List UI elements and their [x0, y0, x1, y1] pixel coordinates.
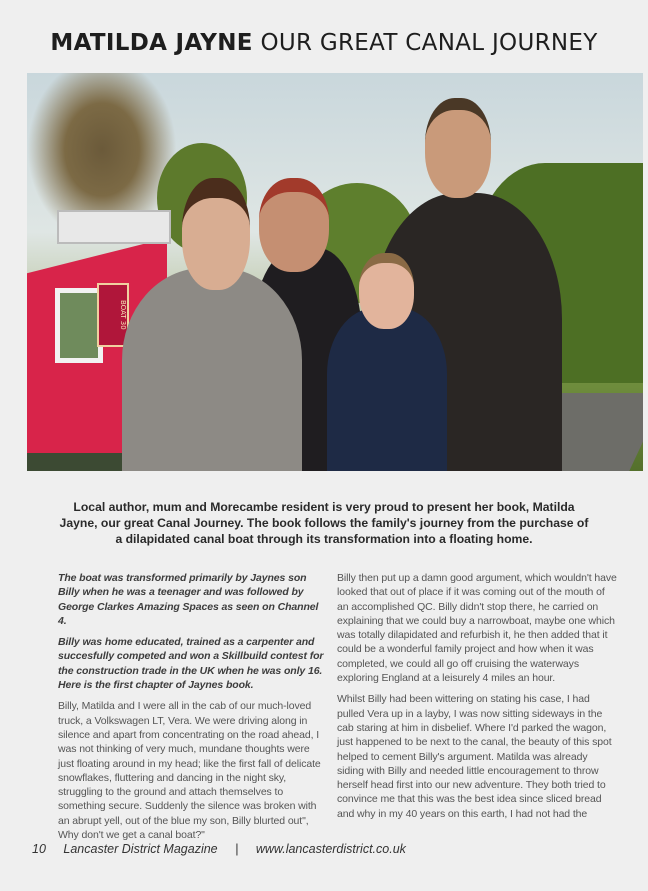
- woman-head: [259, 178, 329, 272]
- girl-head: [359, 253, 414, 329]
- website-link[interactable]: www.lancasterdistrict.co.uk: [255, 842, 406, 856]
- page-number: 10: [32, 842, 46, 856]
- person-boy: [122, 268, 302, 471]
- article-paragraph: Whilst Billy had been wittering on stating his case, I had pulled Vera up in a layby, I was now sitting sideways in the cab staring at him in disbelief. Where I'd parked the wagon, just happened to be next to the canal, the beauty of this spot helped to cement Billy's argument. Matilda was already siding with Billy and needed little encouragement to throw herself head first into our new adventure. They both tried to convince me that this was the best idea since sliced bread and why in my 40 years on this earth, I had not had the: [337, 693, 612, 820]
- article-column-left: [58, 571, 326, 849]
- man-head: [425, 98, 491, 198]
- person-girl: [327, 308, 447, 471]
- family-photo: [27, 73, 643, 471]
- title-name: MATILDA JAYNE: [50, 30, 253, 56]
- boat-sign: BOAT 30: [97, 283, 129, 347]
- article-paragraph: Billy, Matilda and I were all in the cab of our much-loved truck, a Volkswagen LT, Vera. We were driving along in silence and apart from concentrating on the road ahead, I was not thinking of very much, mundane thoughts were just floating around in my head; like the first fall of delicate snowflakes, fluttering and dancing in the night sky, struggling to the ground and attach themselves to something secure. Suddenly the silence was broken with an abrupt yell, out of the blue my son, Billy blurted out", Why don't we get a canal boat?": [58, 700, 321, 842]
- article-paragraph: Billy was home educated, trained as a carpenter and succesfully competed and won a Skillbuild contest for the construction trade in the UK when he was only 16. Here is the first chapter of Jaynes book.: [58, 636, 324, 692]
- page-footer: [32, 842, 420, 856]
- article-paragraph: Billy then put up a damn good argument, which wouldn't have looked that out of place if it was coming out of the mouth of an accomplished QC. Billy didn't stop there, he carried on explaining that we could buy a narrowboat, maybe one which was totally dilapidated and refurbish it, he then added that it could be a wonderful family project and how when it was completed, we could all go off cruising the waterways exploring England at a leisurely 4 miles an hour.: [337, 572, 617, 685]
- title-subtitle: OUR GREAT CANAL JOURNEY: [260, 30, 598, 56]
- article-paragraph: The boat was transformed primarily by Jaynes son Billy when he was a teenager and was followed by George Clarkes Amazing Spaces as seen on Channel 4.: [58, 572, 319, 627]
- intro-text: Local author, mum and Morecambe resident is very proud to present her book, Matilda Jayne, our great Canal Journey. The book follows the family's journey from the purchase of a dilapidated canal boat through its transformation into a floating home.: [59, 500, 589, 546]
- boat-window: [55, 288, 103, 363]
- boat-roof: [57, 210, 171, 244]
- article-column-right: [337, 571, 617, 828]
- magazine-name: Lancaster District Magazine: [63, 842, 218, 856]
- footer-separator: |: [235, 842, 239, 856]
- boy-head: [182, 178, 250, 290]
- page-title: [0, 30, 648, 56]
